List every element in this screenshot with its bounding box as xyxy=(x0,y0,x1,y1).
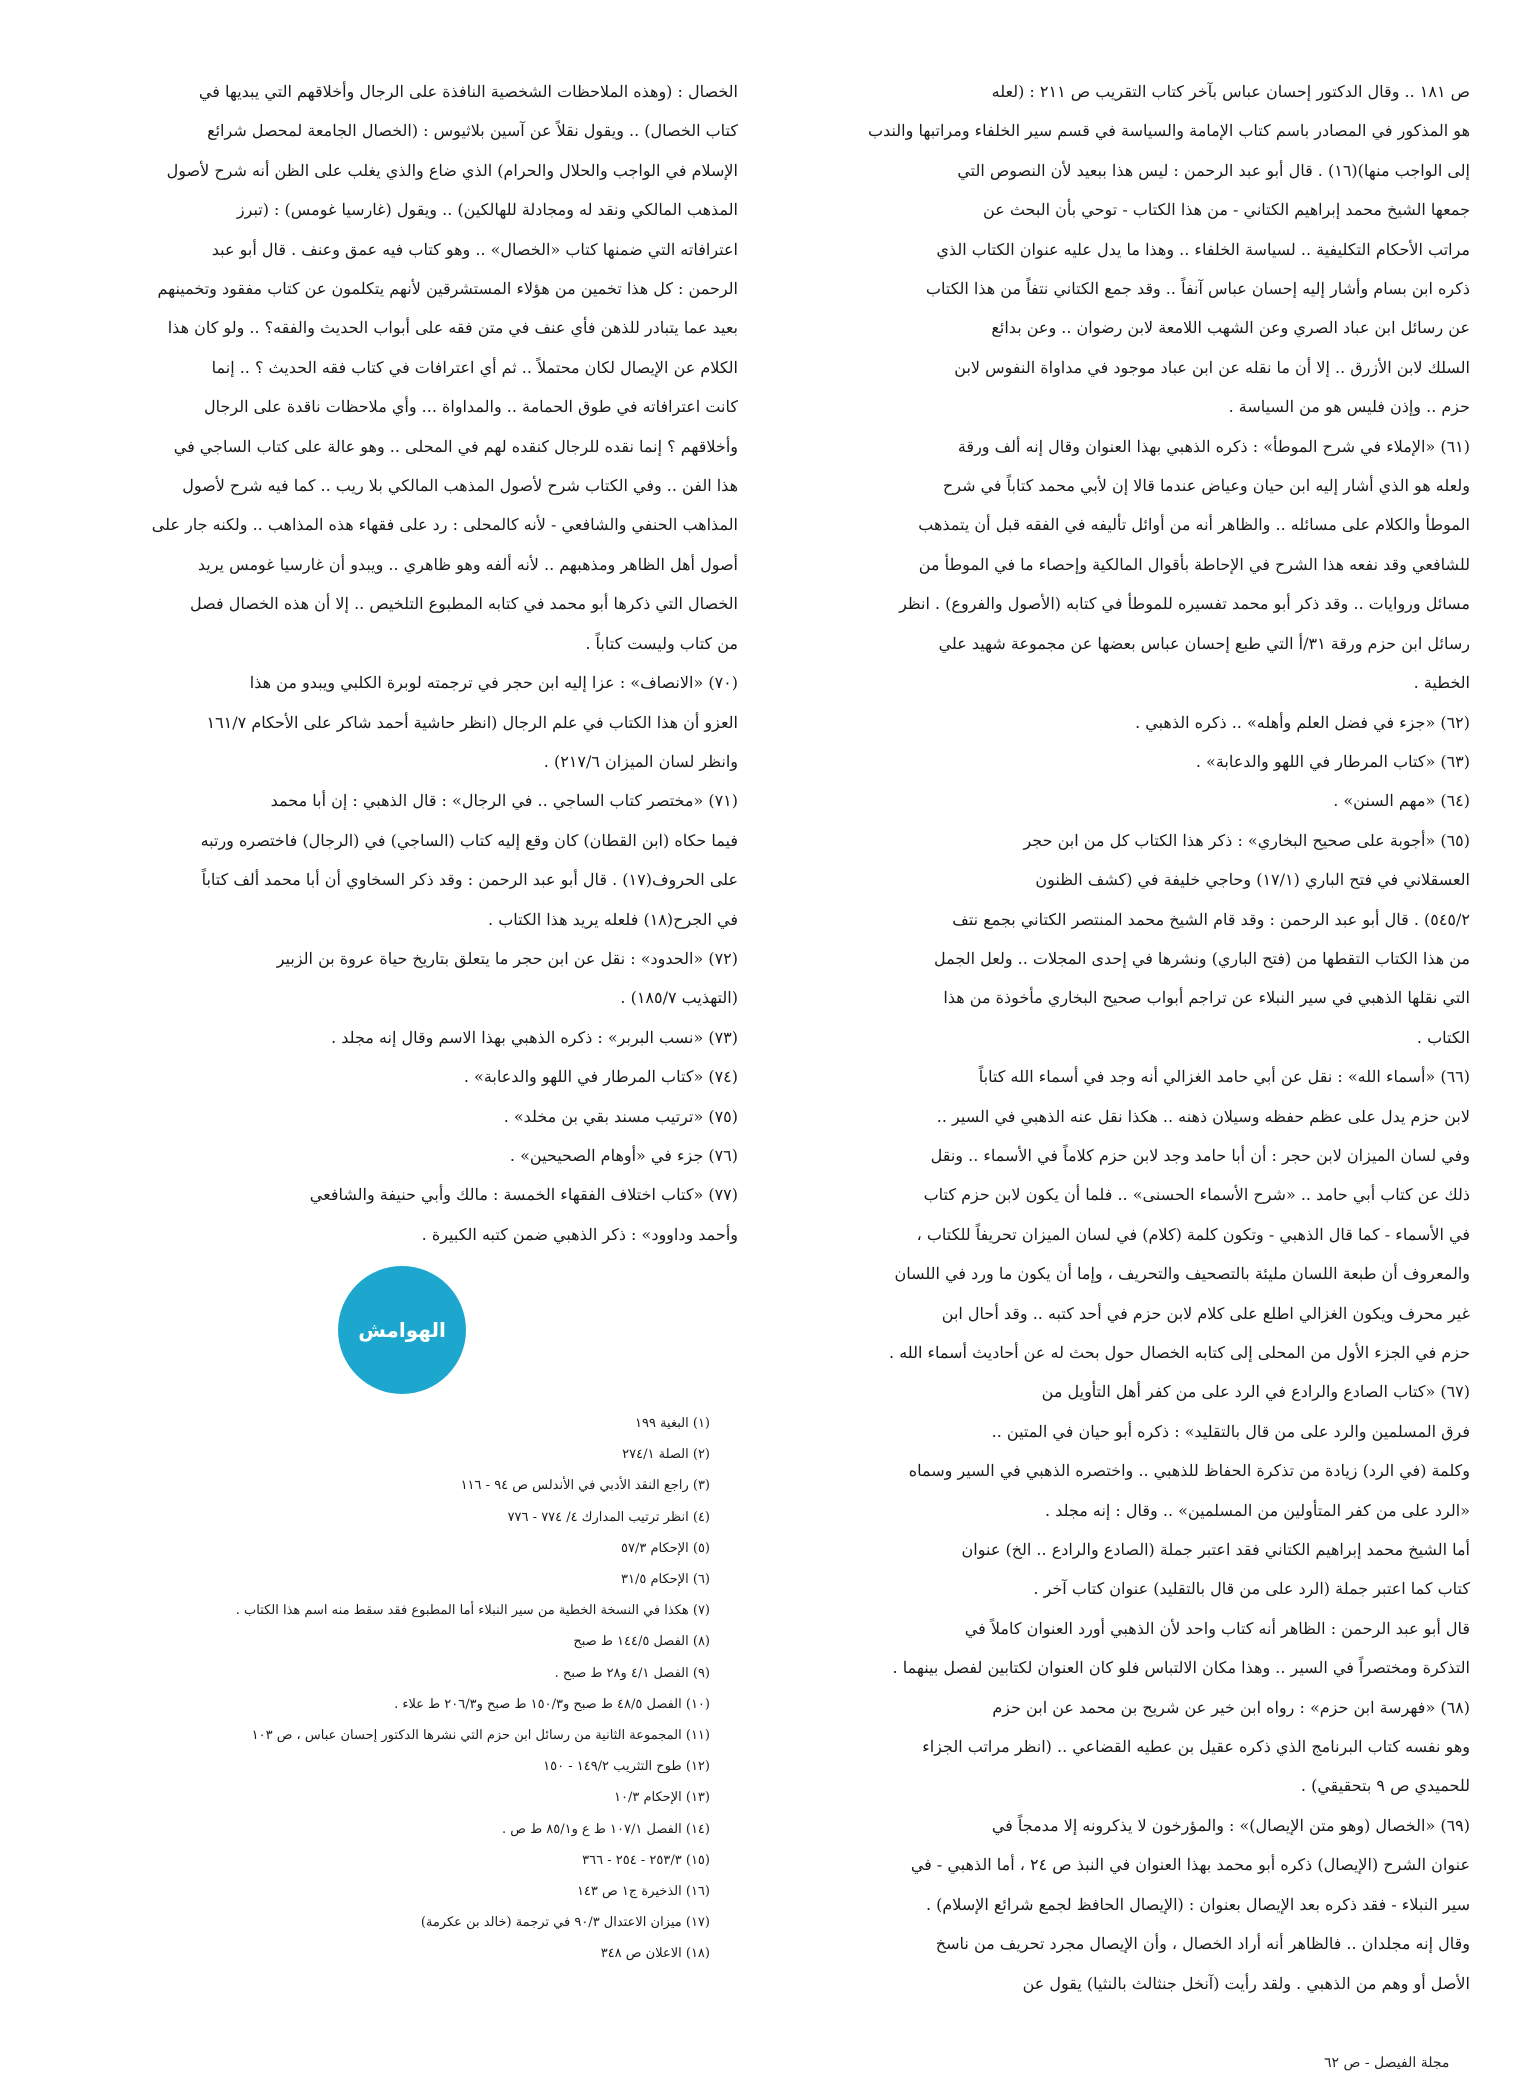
text-line: (٦٢) «جزء في فضل العلم وأهله» .. ذكره الذهبي . xyxy=(1135,712,1470,732)
footnote-item: (٢) الصلة ٢٧٤/١ xyxy=(622,1447,710,1463)
footnote-item: (١٢) طوح التثريب ١٤٩/٢ - ١٥٠ xyxy=(543,1759,710,1775)
text-line: (٧١) «مختصر كتاب الساجي .. في الرجال» : قال الذهبي : إن أبا محمد xyxy=(270,791,738,811)
text-line: (٧٣) «نسب البربر» : ذكره الذهبي بهذا الاسم وقال إنه مجلد . xyxy=(331,1027,738,1047)
text-line: للحميدي ص ٩ بتحقيقي) . xyxy=(1300,1776,1470,1796)
text-line: وفي لسان الميزان لابن حجر : أن أبا حامد وجد لابن حزم كلاماً في الأسماء .. ونقل xyxy=(930,1145,1470,1165)
text-line: الموطأ والكلام على مسائله .. والظاهر أنه من أوائل تأليفه في الفقه قبل أن يتمذهب xyxy=(918,515,1470,535)
page-footer: مجلة الفيصل - ص ٦٢ xyxy=(1324,2055,1450,2071)
footnote-item: (١) البغية ١٩٩ xyxy=(634,1416,710,1431)
text-line: والمعروف أن طبعة اللسان مليئة بالتصحيف والتحريف ، وإما أن يكون ما ورد في اللسان xyxy=(894,1264,1470,1284)
text-line: ص ١٨١ .. وقال الدكتور إحسان عباس بآخر كتاب التقريب ص ٢١١ : (لعله xyxy=(991,82,1470,101)
text-line: هو المذكور في المصادر باسم كتاب الإمامة والسياسة في قسم سير الخلفاء ومراتبها والندب xyxy=(868,121,1470,141)
text-line: للشافعي وقد نفعه هذا الشرح في الإحاطة بأقوال المالكية وإحصاء ما في الموطأ من xyxy=(918,554,1470,574)
text-line: حزم في الجزء الأول من المحلى إلى كتابه الخصال حول بحث له عن أحاديث أسماء الله . xyxy=(889,1343,1470,1362)
text-line: حزم .. وإذن فليس هو من السياسة . xyxy=(1228,397,1470,417)
footnote-item: (١٧) ميزان الاعتدال ٩٠/٣ في ترجمة (خالد بن عكرمة) xyxy=(420,1915,710,1931)
footnote-item: (١٠) الفصل ٤٨/٥ ط صبح و١٥٠/٣ ط صبح و٢٠٦/٣ ط علاء . xyxy=(394,1696,710,1712)
text-line: في الجرح(١٨) فلعله يريد هذا الكتاب . xyxy=(488,909,738,929)
text-line: غير محرف ويكون الغزالي اطلع على كلام لابن حزم في أحد كتبه .. وقد أحال ابن xyxy=(941,1303,1470,1323)
text-line: (٧٦) جزء في «أوهام الصحيحين» . xyxy=(509,1145,738,1165)
footnote-item: (٣) راجع النقد الأدبي في الأندلس ص ٩٤ - ١١٦ xyxy=(460,1478,710,1494)
text-line: هذا الفن .. وفي الكتاب شرح لأصول المذهب المالكي بلا ريب .. كما فيه شرح لأصول xyxy=(182,476,738,496)
text-line: الكلام عن الإيصال لكان محتملاً .. ثم أي اعترافات في كتاب فقه الحديث ؟ .. إنما xyxy=(211,357,738,377)
text-line: (٧٠) «الانصاف» : عزا إليه ابن حجر في ترجمته لوبرة الكلبي ويبدو من هذا xyxy=(249,673,738,693)
text-line: ٥٤٥/٢) . قال أبو عبد الرحمن : وقد قام الشيخ محمد المنتصر الكتاني بجمع نتف xyxy=(952,909,1470,929)
text-line: كتاب الخصال) .. ويقول نقلاً عن آسين بلاثيوس : (الخصال الجامعة لمحصل شرائع xyxy=(207,121,738,141)
text-line: فرق المسلمين والرد على من قال بالتقليد» : ذكره أبو حيان في المتين .. xyxy=(991,1421,1470,1441)
text-line: الخصال : (وهذه الملاحظات الشخصية النافذة على الرجال وأخلاقهم التي يبديها في xyxy=(198,82,738,101)
text-line: رسائل ابن حزم ورقة ٣١/أ التي طبع إحسان عباس بعضها عن مجموعة شهيد علي xyxy=(938,633,1470,653)
text-line: الكتاب . xyxy=(1416,1027,1470,1047)
text-line: العزو أن هذا الكتاب في علم الرجال (انظر حاشية أحمد شاكر على الأحكام ١٦١/٧ xyxy=(206,712,738,732)
text-line: (٧٥) «ترتيب مسند بقي بن مخلد» . xyxy=(503,1106,738,1126)
text-line: وانظر لسان الميزان ٢١٧/٦) . xyxy=(543,751,738,771)
text-line: إلى الواجب منها)(١٦) . قال أبو عبد الرحمن : ليس هذا ببعيد لأن النصوص التي xyxy=(957,160,1470,180)
text-line: ذكره ابن بسام وأشار إليه إحسان عباس آنفاً .. وقد جمع الكتاني نتفاً من هذا الكتاب xyxy=(925,279,1470,299)
text-line: الخصال التي ذكرها أبو محمد في كتابه المطبوع التلخيص .. إلا أن هذه الخصال فصل xyxy=(190,594,738,614)
text-line: (٦٤) «مهم السنن» . xyxy=(1333,791,1470,811)
text-line: من كتاب وليست كتاباً . xyxy=(585,633,738,653)
text-line: مراتب الأحكام التكليفية .. لسياسة الخلفاء .. وهذا ما يدل عليه عنوان الكتاب الذي xyxy=(936,239,1470,259)
text-line: الأصل أو وهم من الذهبي . ولقد رأيت (آنخل جنثالث بالنثيا) يقول عن xyxy=(1022,1973,1470,1993)
text-line: قال أبو عبد الرحمن : الظاهر أنه كتاب واحد لأن الذهبي أورد العنوان كاملاً في xyxy=(964,1618,1470,1638)
text-line: عن رسائل ابن عباد الصري وعن الشهب اللامعة لابن رضوان .. وعن بدائع xyxy=(991,318,1470,338)
text-line: الخطية . xyxy=(1413,673,1470,693)
footnote-item: (٦) الإحكام ٣١/٥ xyxy=(621,1572,710,1588)
text-line: (٦٧) «كتاب الصادع والرادع في الرد على من كفر أهل التأويل من xyxy=(1041,1382,1470,1402)
text-line: كانت اعترافاته في طوق الحمامة .. والمداواة ... وأي ملاحظات ناقدة على الرجال xyxy=(203,397,738,417)
text-line: المذاهب الحنفي والشافعي - لأنه كالمحلى : رد على فقهاء هذه المذاهب .. ولكنه جار على xyxy=(151,515,738,535)
text-line: عنوان الشرح (الإيصال) ذكره أبو محمد بهذا العنوان في النبذ ص ٢٤ ، أما الذهبي - في xyxy=(910,1855,1470,1875)
text-line: (٦٣) «كتاب المرطار في اللهو والدعابة» . xyxy=(1195,751,1470,771)
footnote-item: (١١) المجموعة الثانية من رسائل ابن حزم التي نشرها الدكتور إحسان عباس ، ص ١٠٣ xyxy=(251,1728,710,1744)
footnote-item: (٩) الفصل ٤/١ و٢٨ ط صبح . xyxy=(554,1665,710,1681)
text-line: وكلمة (في الرد) زيادة من تذكرة الحفاظ للذهبي .. واختصره الذهبي في السير وسماه xyxy=(908,1461,1470,1481)
footnote-item: (١٥) ٢٥٣/٣ - ٢٥٤ - ٣٦٦ xyxy=(582,1852,710,1868)
text-line: على الحروف(١٧) . قال أبو عبد الرحمن : وقد ذكر السخاوي أن أبا محمد ألف كتاباً xyxy=(201,870,738,890)
text-line: الإسلام في الواجب والحلال والحرام) الذي ضاع والذي يغلب على الظن أنه شرح لأصول xyxy=(166,160,738,180)
footnotes-badge-label: الهوامش xyxy=(358,1318,446,1342)
text-line: مسائل وروايات .. وقد ذكر أبو محمد تفسيره للموطأ في كتابه (الأصول والفروع) . انظر xyxy=(899,594,1470,614)
text-line: لابن حزم يدل على عظم حفظه وسيلان ذهنه .. هكذا نقل عنه الذهبي في السير .. xyxy=(936,1106,1470,1126)
text-line: (٦٥) «أجوبة على صحيح البخاري» : ذكر هذا الكتاب كل من ابن حجر xyxy=(1023,830,1470,850)
text-line: أصول أهل الظاهر ومذهبهم .. لأنه ألفه وهو ظاهري .. ويبدو أن غارسيا غومس يريد xyxy=(197,554,738,574)
text-line: (٧٧) «كتاب اختلاف الفقهاء الخمسة : مالك وأبي حنيفة والشافعي xyxy=(309,1185,738,1205)
footnotes-badge xyxy=(338,1266,466,1394)
footnote-item: (١٨) الاعلان ص ٣٤٨ xyxy=(600,1946,710,1962)
footnote-item: (٤) انظر ترتيب المدارك ٤/ ٧٧٤ - ٧٧٦ xyxy=(507,1509,710,1525)
text-line: التي نقلها الذهبي في سير النبلاء عن تراجم أبواب صحيح البخاري مأخوذة من هذا xyxy=(943,988,1470,1008)
footnote-item: (٥) الإحكام ٥٧/٣ xyxy=(621,1540,710,1556)
text-line: الرحمن : كل هذا تخمين من هؤلاء المستشرقين لأنهم يتكلمون عن كتاب مفقود وتخمينهم xyxy=(157,279,738,299)
text-line: وأخلاقهم ؟ إنما نقده للرجال كنقده لهم في المحلى .. وهو عالة على كتاب الساجي في xyxy=(173,436,738,456)
text-line: ولعله هو الذي أشار إليه ابن حيان وعياض عندما قالا إن لأبي محمد كتاباً في شرح xyxy=(942,476,1470,496)
text-line: سير النبلاء - فقد ذكره بعد الإيصال بعنوان : (الإيصال الحافظ لجمع شرائع الإسلام) . xyxy=(925,1894,1470,1914)
text-line: (٧٢) «الحدود» : نقل عن ابن حجر ما يتعلق بتاريخ حياة عروة بن الزبير xyxy=(276,948,738,968)
text-line: (٦١) «الإملاء في شرح الموطأ» : ذكره الذهبي بهذا العنوان وقال إنه ألف ورقة xyxy=(957,436,1470,456)
right-column xyxy=(820,72,1470,2003)
text-line: العسقلاني في فتح الباري (١٧/١) وحاجي خليفة في (كشف الظنون xyxy=(1035,870,1470,890)
footnote-item: (١٤) الفصل ١٠٧/١ ط ع و٨٥/١ ط ص . xyxy=(501,1821,710,1837)
text-line: أما الشيخ محمد إبراهيم الكتاني فقد اعتبر جملة (الصادع والرادع .. الخ) عنوان xyxy=(961,1540,1470,1560)
text-line: وأحمد وداوود» : ذكر الذهبي ضمن كتبه الكبيرة . xyxy=(421,1224,738,1244)
footnotes-list xyxy=(235,1408,710,1970)
text-line: من هذا الكتاب التقطها من (فتح الباري) ونشرها في إحدى المجلات .. ولعل الجمل xyxy=(934,948,1470,968)
text-line: في الأسماء - كما قال الذهبي - وتكون كلمة (كلام) في لسان الميزان تحريفاً للكتاب ، xyxy=(916,1224,1470,1244)
text-line: وقال إنه مجلدان .. فالظاهر أنه أراد الخصال ، وأن الإيصال مجرد تحريف من ناسخ xyxy=(935,1934,1470,1954)
text-line: المذهب المالكي ونقد له ومجادلة للهالكين) .. ويقول (غارسيا غومس) : (تبرز xyxy=(236,200,738,220)
left-column xyxy=(48,72,738,1254)
text-line: (٦٨) «فهرسة ابن حزم» : رواه ابن خير عن شريح بن محمد عن ابن حزم xyxy=(992,1697,1470,1717)
text-line: (٦٩) «الخصال (وهو متن الإيصال)» : والمؤرخون لا يذكرونه إلا مدمجاً في xyxy=(991,1815,1470,1835)
footnote-item: (١٦) الذخيرة ج١ ص ١٤٣ xyxy=(576,1884,710,1900)
text-line: (التهذيب ١٨٥/٧) . xyxy=(620,988,738,1008)
text-line: (٦٦) «أسماء الله» : نقل عن أبي حامد الغزالي أنه وجد في أسماء الله كتاباً xyxy=(978,1067,1470,1087)
footnote-item: (١٣) الإحكام ١٠/٣ xyxy=(614,1790,710,1806)
text-line: ذلك عن كتاب أبي حامد .. «شرح الأسماء الحسنى» .. فلما أن يكون لابن حزم كتاب xyxy=(923,1185,1470,1205)
footnote-item: (٨) الفصل ١٤٤/٥ ط صبح xyxy=(573,1634,710,1650)
text-line: السلك لابن الأزرق .. إلا أن ما نقله عن ابن عباد موجود في مداواة النفوس لابن xyxy=(954,357,1470,377)
text-line: اعترافاته التي ضمنها كتاب «الخصال» .. وهو كتاب فيه عمق وعنف . قال أبو عبد xyxy=(211,239,738,259)
text-line: جمعها الشيخ محمد إبراهيم الكتاني - من هذا الكتاب - توحي بأن البحث عن xyxy=(983,200,1470,220)
text-line: فيما حكاه (ابن القطان) كان وقع إليه كتاب (الساجي) في (الرجال) فاختصره ورتبه xyxy=(200,830,738,850)
text-line: (٧٤) «كتاب المرطار في اللهو والدعابة» . xyxy=(463,1067,738,1087)
text-line: وهو نفسه كتاب البرنامج الذي ذكره عقيل بن عطيه القضاعي .. (انظر مراتب الجزاء xyxy=(922,1737,1470,1757)
footnote-item: (٧) هكذا في النسخة الخطية من سير النبلاء أما المطبوع فقد سقط منه اسم هذا الكتاب . xyxy=(235,1603,710,1619)
text-line: كتاب كما اعتبر جملة (الرد على من قال بالتقليد) عنوان كتاب آخر . xyxy=(1033,1579,1470,1599)
text-line: بعيد عما يتبادر للذهن فأي عنف في متن فقه على أبواب الحديث والفقه؟ .. ولو كان هذا xyxy=(167,318,738,338)
text-line: التذكرة ومختصراً في السير .. وهذا مكان الالتباس فلو كان العنوان لكتابين لفصل بينهما . xyxy=(892,1658,1470,1678)
text-line: «الرد على من كفر المتأولين من المسلمين» .. وقال : إنه مجلد . xyxy=(1045,1500,1470,1520)
